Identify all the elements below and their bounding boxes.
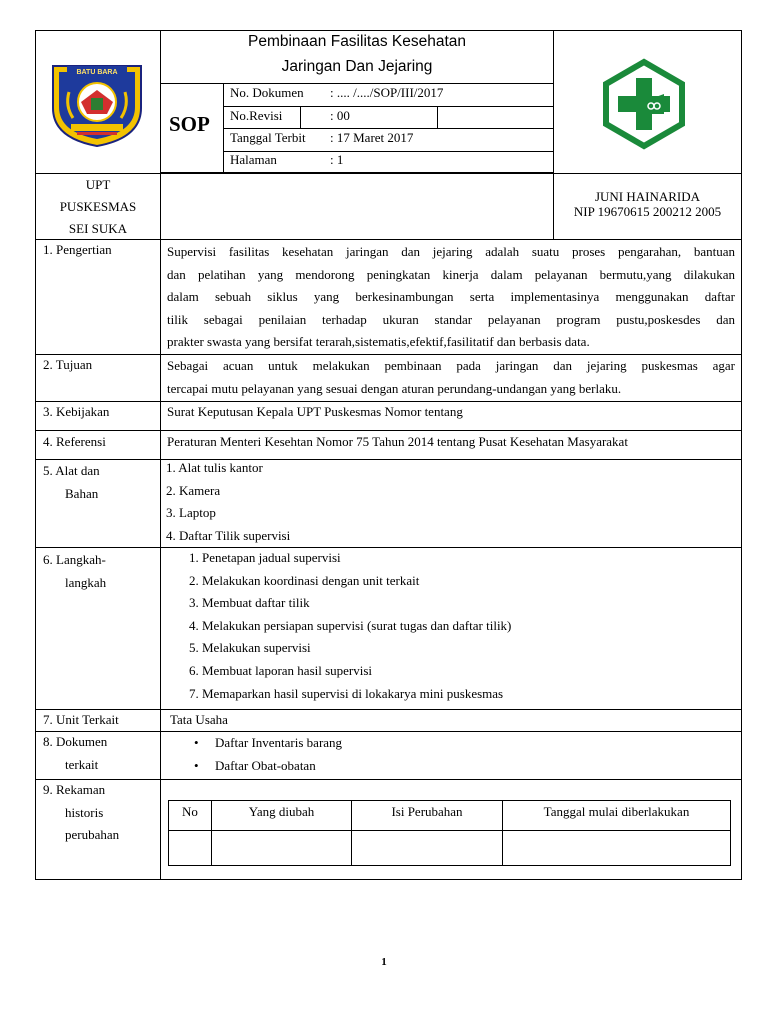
section-label-historis: historis xyxy=(65,804,104,820)
pengertian-line: Supervisi fasilitas kesehatan jaringan dan jejaring adalah suatu proses pengarahan, bantuan xyxy=(167,244,735,259)
unit-text: Tata Usaha xyxy=(170,712,228,727)
dokumen-item: Daftar Inventaris barang xyxy=(215,735,343,750)
section-label-referensi: 4. Referensi xyxy=(43,434,106,449)
alat-item: 1. Alat tulis kantor xyxy=(166,460,263,475)
langkah-step: 4. Melakukan persiapan supervisi (surat tugas dan daftar tilik) xyxy=(189,617,512,633)
pengertian-line: prakter swasta yang bersifat terarah,sistematis,efektif,fasilitatif dan berbasis data. xyxy=(167,334,590,350)
pengertian-line: dan pelatihan yang mendorong peningkatan kinerja dalam pelayanan bermutu,yang dilakukan xyxy=(167,266,735,282)
tujuan-line: Sebagai acuan untuk melakukan pembinaan pada jaringan dan jejaring puskesmas agar xyxy=(167,358,735,373)
bullet-icon: • xyxy=(194,735,199,750)
page-label: Halaman xyxy=(230,152,277,167)
section-label-unit: 7. Unit Terkait xyxy=(43,712,119,727)
document-title-line1: Pembinaan Fasilitas Kesehatan xyxy=(248,33,466,50)
bullet-icon: • xyxy=(194,757,199,773)
history-col-header: No xyxy=(182,804,198,819)
langkah-step: 6. Membuat laporan hasil supervisi xyxy=(189,662,373,678)
revision-value: : 00 xyxy=(330,108,350,123)
regency-logo xyxy=(47,60,147,148)
section-label-pengertian: 1. Pengertian xyxy=(43,242,112,257)
section-label-perubahan: perubahan xyxy=(65,827,120,843)
signer-name: JUNI HAINARIDA xyxy=(594,189,701,204)
signer-nip: NIP 19670615 200212 2005 xyxy=(573,204,722,219)
section-label-terkait: terkait xyxy=(65,756,99,772)
doc-no-value: : .... /..../SOP/III/2017 xyxy=(330,85,444,100)
alat-item: 4. Daftar Tilik supervisi xyxy=(166,527,291,543)
issue-date-label: Tanggal Terbit xyxy=(230,130,306,145)
referensi-text: Peraturan Menteri Kesehtan Nomor 75 Tahun 2014 tentang Pusat Kesehatan Masyarakat xyxy=(167,434,628,449)
section-label-tujuan: 2. Tujuan xyxy=(43,357,93,372)
org-line3: SEI SUKA xyxy=(68,221,128,236)
pengertian-line: dalam sebuah siklus yang berkesinambungan serta implementasinya menggunakan daftar xyxy=(167,289,735,305)
page-number: 1 xyxy=(381,956,387,968)
sop-label: SOP xyxy=(169,112,210,136)
section-label-kebijakan: 3. Kebijakan xyxy=(43,404,110,419)
section-label-dokumen: 8. Dokumen xyxy=(43,734,108,749)
pengertian-line: tilik sebagai penilaian terhadap ukuran standar pelayanan program pustu,poskesdes dan xyxy=(167,311,735,327)
section-label-rekaman: 9. Rekaman xyxy=(43,782,106,797)
puskesmas-logo xyxy=(598,58,690,150)
document-title-line2: Jaringan Dan Jejaring xyxy=(281,58,433,75)
section-label-langkah: 6. Langkah- xyxy=(43,552,106,567)
langkah-step: 1. Penetapan jadual supervisi xyxy=(189,550,341,565)
alat-item: 3. Laptop xyxy=(166,505,216,521)
history-col-header: Tanggal mulai diberlakukan xyxy=(543,804,690,819)
langkah-step: 7. Memaparkan hasil supervisi di lokakarya mini puskesmas xyxy=(189,685,504,701)
langkah-step: 2. Melakukan koordinasi dengan unit terkait xyxy=(189,572,420,588)
section-label-langkah-2: langkah xyxy=(65,574,107,590)
doc-no-label: No. Dokumen xyxy=(230,85,304,100)
issue-date-value: : 17 Maret 2017 xyxy=(330,130,414,145)
langkah-step: 3. Membuat daftar tilik xyxy=(189,595,310,611)
org-line1: UPT xyxy=(85,177,111,192)
section-label-alat: 5. Alat dan xyxy=(43,463,100,478)
history-col-header: Isi Perubahan xyxy=(391,804,463,819)
logo-text: BATU BARA xyxy=(76,69,118,76)
kebijakan-text: Surat Keputusan Kepala UPT Puskesmas Nomor tentang xyxy=(167,404,463,419)
history-col-header: Yang diubah xyxy=(248,804,315,819)
dokumen-item: Daftar Obat-obatan xyxy=(215,757,316,773)
page-value: : 1 xyxy=(330,152,344,167)
alat-item: 2. Kamera xyxy=(166,482,221,498)
langkah-step: 5. Melakukan supervisi xyxy=(189,640,311,656)
org-line2: PUSKESMAS xyxy=(59,199,137,214)
tujuan-line: tercapai mutu pelayanan yang sesuai dengan aturan perundang-undangan yang berlaku. xyxy=(167,380,622,396)
section-label-bahan: Bahan xyxy=(65,485,99,501)
revision-label: No.Revisi xyxy=(230,108,283,123)
